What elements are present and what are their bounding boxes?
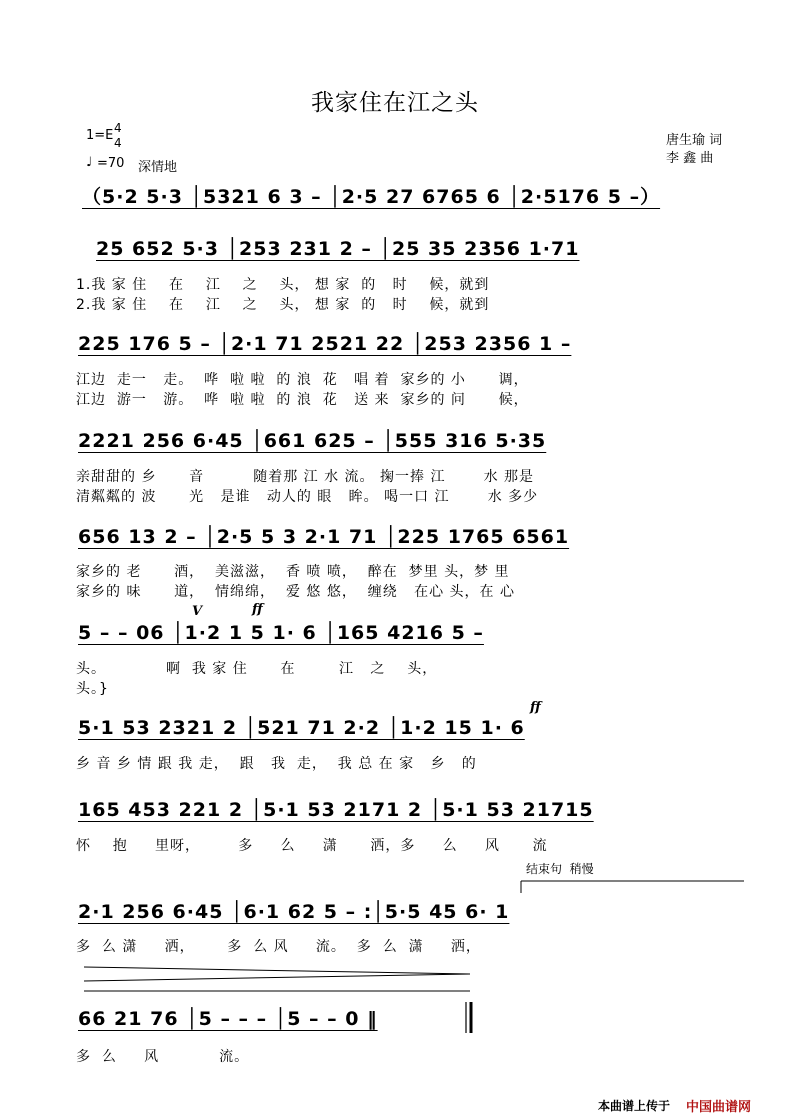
composer-credit: 李 鑫 曲 xyxy=(666,151,714,166)
time-signature-top: 4 xyxy=(114,121,122,135)
final-barline xyxy=(466,1002,471,1033)
score-row-notes: 656 13 2 – │2·5 5 3 2·1 71 │225 1765 6561 xyxy=(78,526,570,548)
score-row-notes: （5·2 5·3 │5321 6 3 – │2·5 27 6765 6 │2·5176 5 –） xyxy=(82,186,661,208)
lyric-line-verse-1: 家乡的 老 酒， 美滋滋， 香 喷 喷， 醉在 梦里 头，梦 里 xyxy=(76,564,510,580)
lyric-line-verse-2: 江边 游一 游。 哗 啦 啦 的 浪 花 送 来 家乡的 问 候， xyxy=(76,392,529,408)
lyric-line-verse-2: 2.我 家 住 在 江 之 头， 想 家 的 时 候，就到 xyxy=(76,297,490,313)
score-row-notes: 25 652 5·3 │253 231 2 – │25 35 2356 1·71 xyxy=(96,238,580,260)
expression-marking: 深情地 xyxy=(138,160,178,175)
site-logo: 中国曲谱网 xyxy=(686,1100,752,1115)
dynamic-ff-mark: ff xyxy=(530,700,541,715)
lyric-line-verse-1: 1.我 家 住 在 江 之 头， 想 家 的 时 候，就到 xyxy=(76,277,490,293)
key-signature: 1=E xyxy=(86,128,114,143)
score-row-notes: 225 176 5 – │2·1 71 2521 22 │253 2356 1 – xyxy=(78,333,572,355)
hairpin-line xyxy=(84,967,470,991)
score-row-notes: 165 453 221 2 │5·1 53 2171 2 │5·1 53 21715 xyxy=(78,799,594,821)
quarter-note-icon: ♩ xyxy=(86,155,93,170)
lyric-line-verse-2: 家乡的 味 道， 情绵绵， 爱 悠 悠， 缠绕 在心 头，在 心 xyxy=(76,584,516,600)
lyric-line-verse-2: 头。} xyxy=(76,681,109,697)
dynamic-ff-mark: ff xyxy=(252,602,263,617)
score-row-notes: 66 21 76 │5 – – – │5 – – 0 ‖ xyxy=(78,1008,378,1030)
lyricist-credit: 唐生瑜 词 xyxy=(666,133,723,148)
lyric-line-verse-1: 江边 走一 走。 哗 啦 啦 的 浪 花 唱 着 家乡的 小 调， xyxy=(76,372,529,388)
lyric-line: 怀 抱 里呀， 多 么 潇 洒，多 么 风 流 xyxy=(76,838,548,854)
score-row-notes: 5·1 53 2321 2 │521 71 2·2 │1·2 15 1· 6 xyxy=(78,717,525,739)
tempo-marking: =70 xyxy=(97,156,125,171)
lyric-line-verse-1: 头。 啊 我 家 住 在 江 之 头， xyxy=(76,661,438,677)
time-signature-bottom: 4 xyxy=(114,136,122,150)
footer-upload-text: 本曲谱上传于 xyxy=(598,1099,671,1113)
score-row-notes: 2·1 256 6·45 │6·1 62 5 – :│5·5 45 6· 1 xyxy=(78,901,510,923)
lyric-line: 乡 音 乡 情 跟 我 走， 跟 我 走， 我 总 在 家 乡 的 xyxy=(76,756,477,772)
lyric-line: 多 么 潇 洒， 多 么 风 流。 多 么 潇 洒， xyxy=(76,939,481,955)
score-row-notes: 5 – – 06 │1·2 1 5 1· 6 │165 4216 5 – xyxy=(78,622,484,644)
ending-bracket xyxy=(521,881,744,893)
lyric-line-verse-2: 清粼粼的 波 光 是谁 动人的 眼 眸。 喝一口 江 水 多少 xyxy=(76,489,539,505)
lyric-line-verse-1: 亲甜甜的 乡 音 随着那 江 水 流。 掬一捧 江 水 那是 xyxy=(76,469,535,485)
ending-label: 结束句 稍慢 xyxy=(526,862,594,876)
page-title: 我家住在江之头 xyxy=(311,90,479,116)
breath-mark: V xyxy=(192,604,203,619)
score-row-notes: 2221 256 6·45 │661 625 – │555 316 5·35 xyxy=(78,430,547,452)
lyric-line: 多 么 风 流。 xyxy=(76,1049,250,1065)
